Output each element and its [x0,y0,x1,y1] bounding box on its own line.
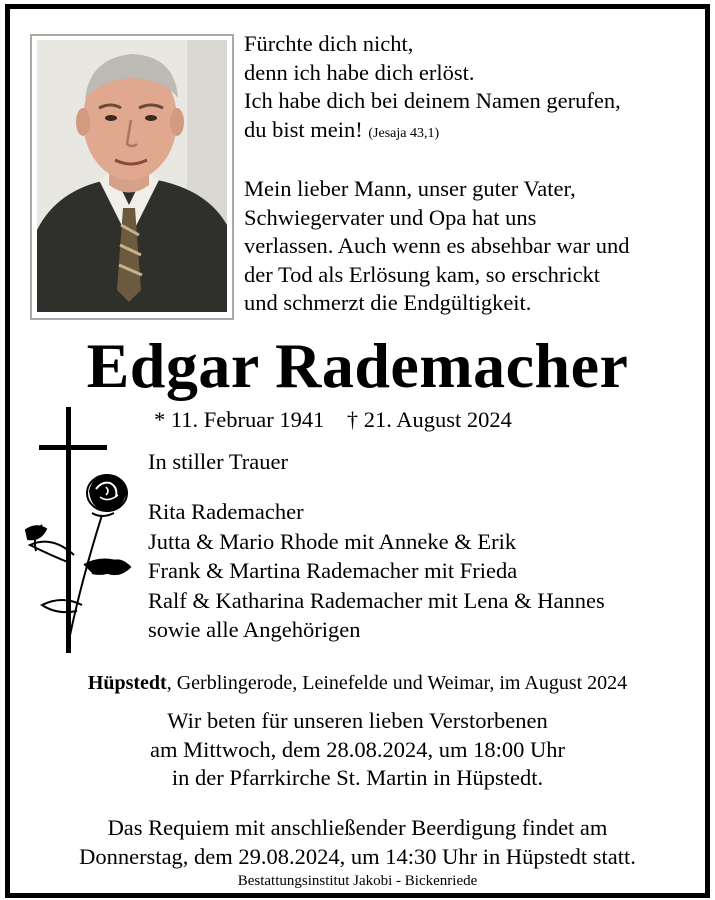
other-places: , Gerblingerode, Leinefelde und Weimar, im August 2024 [166,672,628,694]
verse-reference: (Jesaja 43,1) [368,125,440,141]
cross-rose-illustration [22,405,137,655]
intro-line: Mein lieber Mann, unser guter Vater, [244,176,576,201]
requiem-line: Donnerstag, dem 29.08.2024, um 14:30 Uhr in Hüpstedt statt. [79,843,636,869]
verse-line: Ich habe dich bei deinem Namen gerufen, [244,88,621,113]
life-dates [154,406,512,434]
birth-date: * 11. Februar 1941 [154,407,325,432]
main-place: Hüpstedt [87,672,167,694]
service-line: in der Pfarrkirche St. Martin in Hüpstedt. [171,765,544,790]
intro-text [244,175,694,318]
intro-line: der Tod als Erlösung kam, so erschrickt [244,261,601,287]
rose-icon [26,475,130,645]
family-list [148,497,605,645]
deceased-name: Edgar Rademacher [86,330,629,401]
family-member: sowie alle Angehörigen [148,617,361,642]
places-and-date [0,670,715,696]
intro-line: verlassen. Auch wenn es absehbar war und [244,233,630,258]
verse-line-last [244,116,684,149]
portrait-illustration [37,40,227,312]
intro-line: und schmerzt die Endgültigkeit. [244,290,532,315]
family-member: Rita Rademacher [148,499,304,524]
intro-line: Schwiegervater und Opa hat uns [244,204,537,230]
family-member: Ralf & Katharina Rademacher mit Lena & Hannes [148,587,605,613]
service-line: am Mittwoch, dem 28.08.2024, um 18:00 Uhr [150,736,565,762]
death-date: † 21. August 2024 [346,407,512,432]
requiem-line: Das Requiem mit anschließender Beerdigung findet am [107,815,608,840]
bible-verse [244,30,684,148]
family-member: Frank & Martina Rademacher mit Frieda [148,558,518,583]
prayer-service [0,707,715,793]
portrait-photo [37,40,227,312]
mourning-label: In stiller Trauer [148,449,288,474]
undertaker-credit: Bestattungsinstitut Jakobi - Bickenriede [237,873,478,889]
service-line: Wir beten für unseren lieben Verstorbenen [167,708,548,733]
verse-line: denn ich habe dich erlöst. [244,59,475,85]
requiem-info [0,814,715,871]
verse-line: du bist mein! [244,116,363,142]
verse-line: Fürchte dich nicht, [244,31,414,56]
family-member: Jutta & Mario Rhode mit Anneke & Erik [148,528,517,554]
